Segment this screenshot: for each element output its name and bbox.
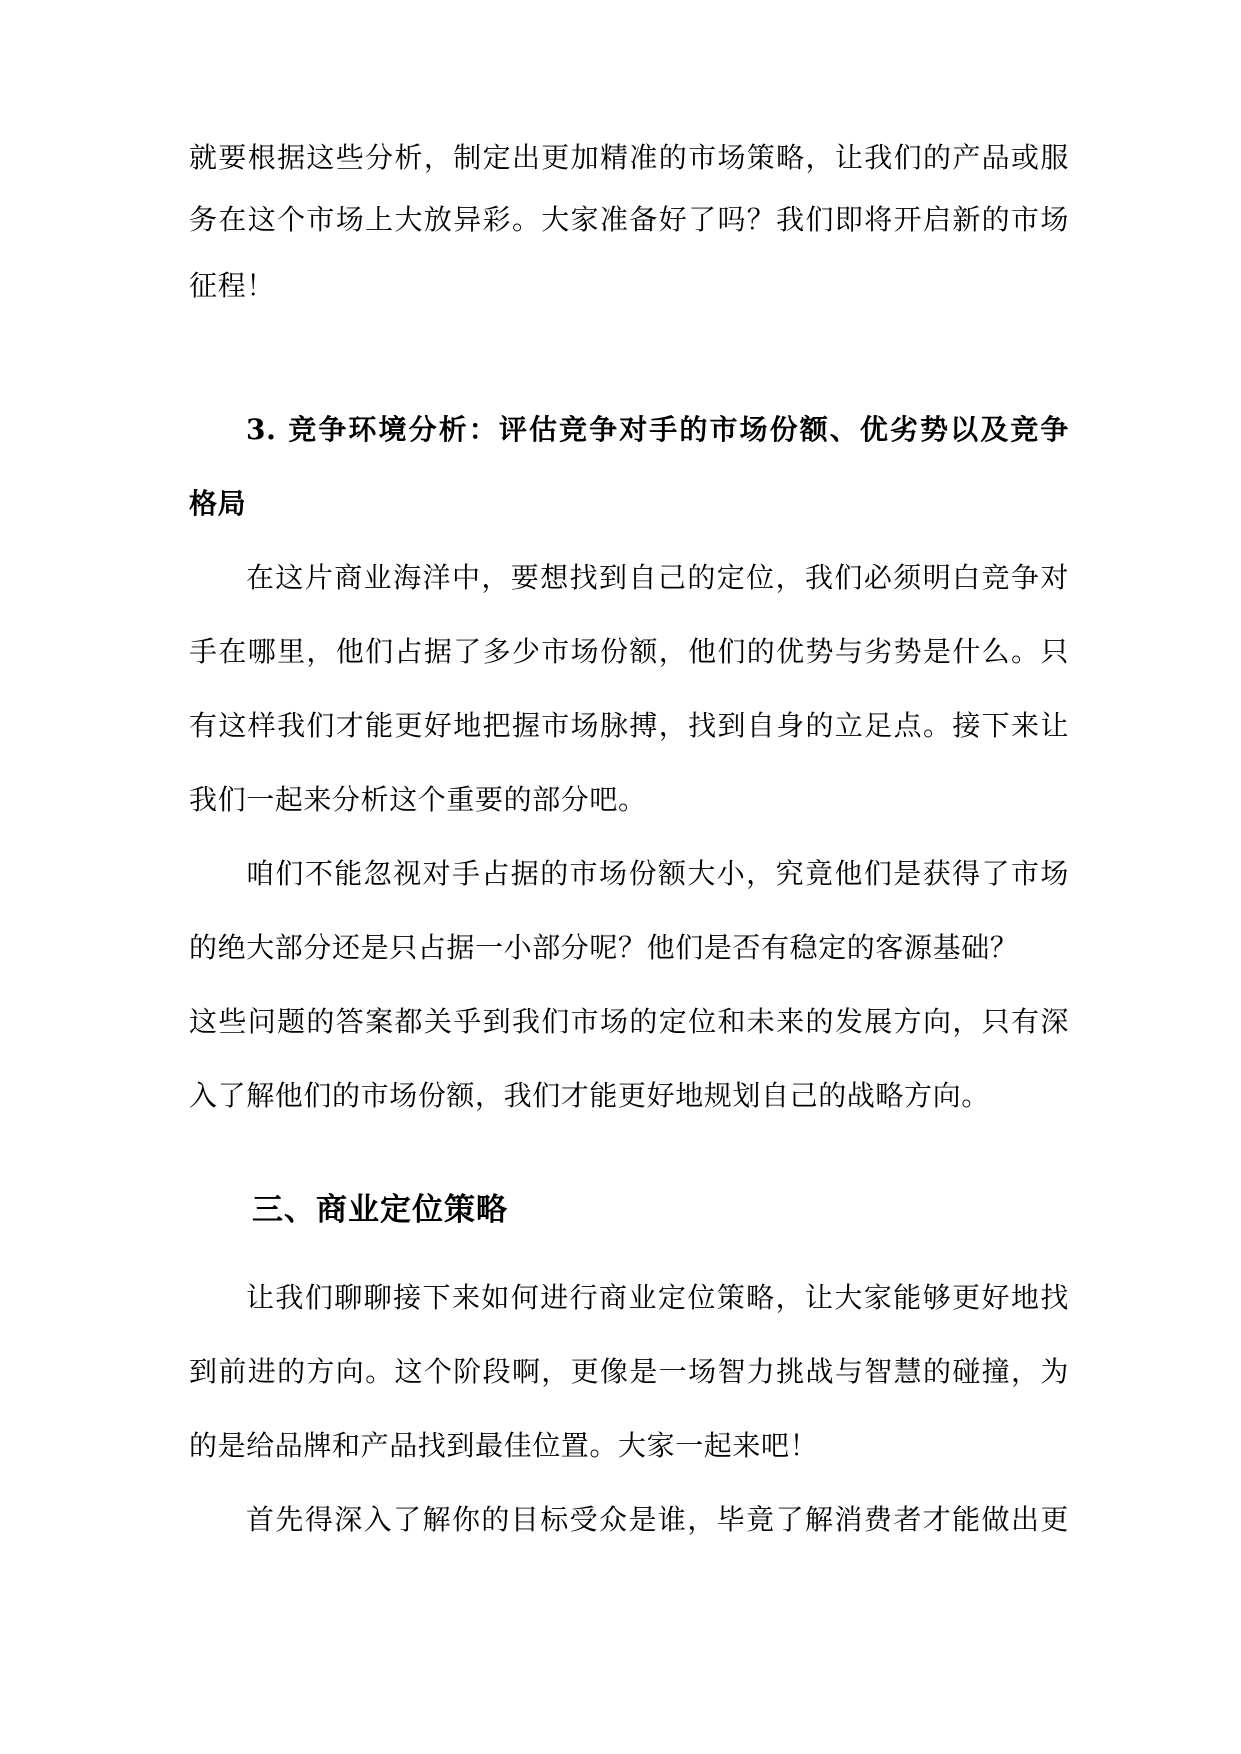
body-text-line: 咱们不能忽视对手占据的市场份额大小，究竟他们是获得了市场 <box>246 857 1069 890</box>
body-text-line: 征程！ <box>189 269 275 302</box>
section-heading-3: 3. 竞争环境分析：评估竞争对手的市场份额、优劣势以及竞争 <box>246 413 1069 446</box>
body-text-line: 到前进的方向。这个阶段啊，更像是一场智力挑战与智慧的碰撞，为 <box>189 1355 1069 1388</box>
body-text-line: 我们一起来分析这个重要的部分吧。 <box>189 783 647 816</box>
body-text-line: 的绝大部分还是只占据一小部分呢？他们是否有稳定的客源基础？ <box>189 931 1019 964</box>
body-text-line: 的是给品牌和产品找到最佳位置。大家一起来吧！ <box>189 1429 819 1462</box>
body-text-line: 入了解他们的市场份额，我们才能更好地规划自己的战略方向。 <box>189 1079 990 1112</box>
body-text-line: 手在哪里，他们占据了多少市场份额，他们的优势与劣势是什么。只 <box>189 635 1069 668</box>
body-text-line: 在这片商业海洋中，要想找到自己的定位，我们必须明白竞争对 <box>246 561 1069 594</box>
body-text-line: 有这样我们才能更好地把握市场脉搏，找到自身的立足点。接下来让 <box>189 709 1069 742</box>
body-text-line: 就要根据这些分析，制定出更加精准的市场策略，让我们的产品或服 <box>189 141 1069 174</box>
body-text-line: 让我们聊聊接下来如何进行商业定位策略，让大家能够更好地找 <box>246 1281 1069 1314</box>
body-text-line: 这些问题的答案都关乎到我们市场的定位和未来的发展方向，只有深 <box>189 1005 1069 1038</box>
chapter-heading: 三、商业定位策略 <box>252 1192 508 1228</box>
body-text-line: 首先得深入了解你的目标受众是谁，毕竟了解消费者才能做出更 <box>246 1503 1069 1536</box>
body-text-line: 务在这个市场上大放异彩。大家准备好了吗？我们即将开启新的市场 <box>189 203 1069 236</box>
section-heading-3-continued: 格局 <box>189 487 247 520</box>
